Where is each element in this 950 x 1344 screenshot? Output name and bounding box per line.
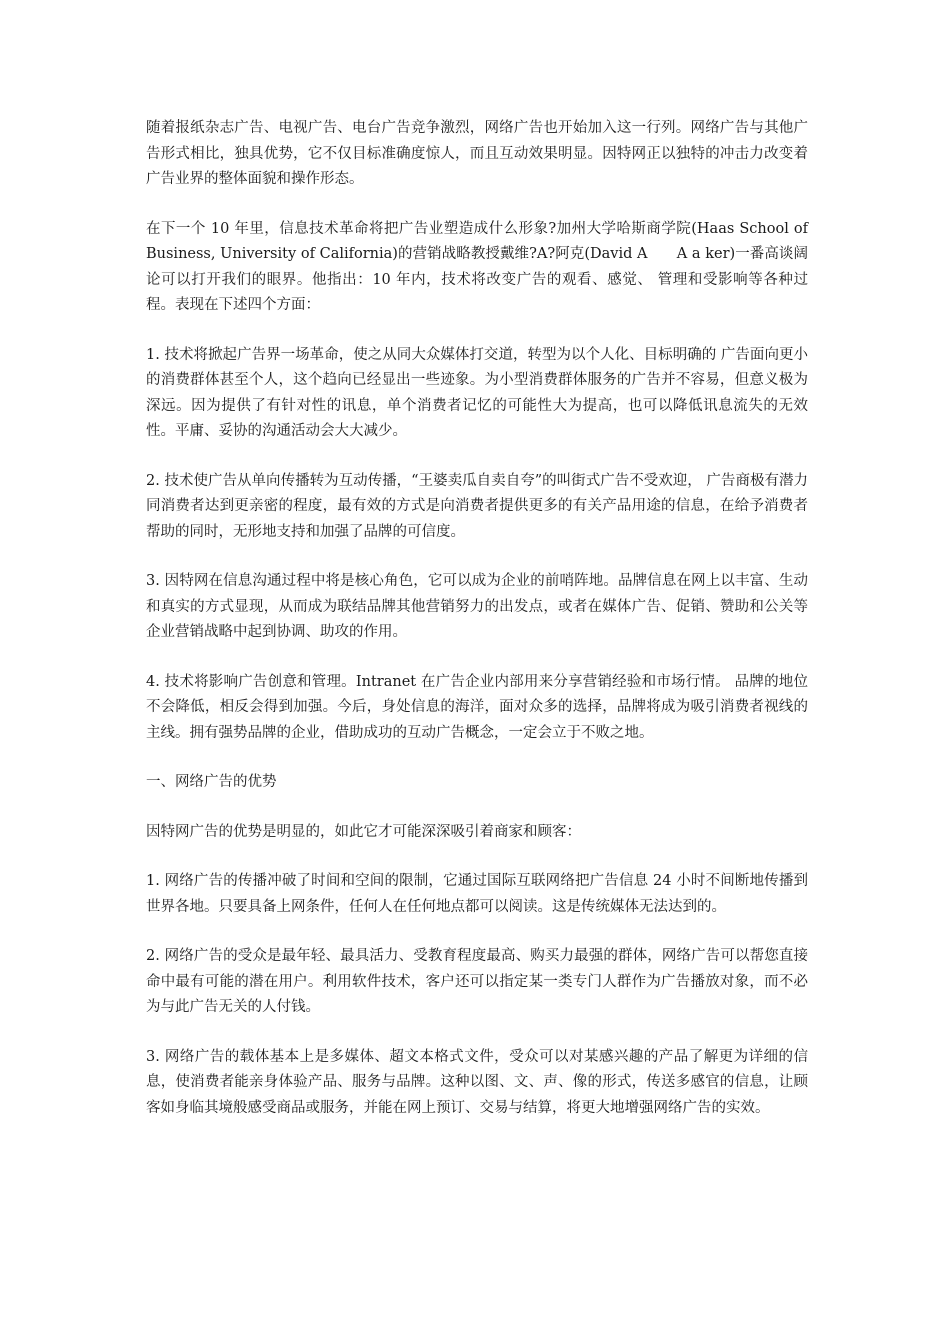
paragraph-point-2: 2. 技术使广告从单向传播转为互动传播，“王婆卖瓜自卖自夸”的叫街式广告不受欢迎， 广告商极有潜力同消费者达到更亲密的程度，最有效的方式是向消费者提供更多的有关产品用途的信息，在给予消费者帮助的同时，无形地支持和加强了品牌的可信度。	[146, 472, 808, 540]
paragraph-advantage-2: 2. 网络广告的受众是最年轻、最具活力、受教育程度最高、购买力最强的群体，网络广告可以帮您直接命中最有可能的潜在用户。利用软件技术，客户还可以指定某一类专门人群作为广告播放对象，而不必为与此广告无关的人付钱。	[146, 948, 808, 1015]
document-body	[146, 116, 808, 1145]
paragraph-intro: 随着报纸杂志广告、电视广告、电台广告竞争激烈，网络广告也开始加入这一行列。网络广告与其他广告形式相比，独具优势，它不仅目标准确度惊人，而且互动效果明显。因特网正以独特的冲击力改变着广告业界的整体面貌和操作形态。	[146, 120, 808, 187]
paragraph-aaker-quote: 在下一个 10 年里，信息技术革命将把广告业塑造成什么形象?加州大学哈斯商学院(Haas School of Business, University of California)的营销战略教授戴维?A?阿克(David A A a ker)一番高谈阔论可以打开我们的眼界。他指出：10 年内，技术将改变广告的观看、感觉、 管理和受影响等各种过程。表现在下述四个方面：	[146, 220, 808, 313]
paragraph-advantage-1: 1. 网络广告的传播冲破了时间和空间的限制，它通过国际互联网络把广告信息 24 小时不间断地传播到世界各地。只要具备上网条件，任何人在任何地点都可以阅读。这是传统媒体无法达到的。	[146, 873, 808, 915]
section-heading: 一、网络广告的优势	[146, 774, 277, 790]
paragraph-advantage-3: 3. 网络广告的载体基本上是多媒体、超文本格式文件，受众可以对某感兴趣的产品了解更为详细的信息，使消费者能亲身体验产品、服务与品牌。这种以图、文、声、像的形式，传送多感官的信息，让顾客如身临其境般感受商品或服务，并能在网上预订、交易与结算，将更大地增强网络广告的实效。	[146, 1048, 808, 1116]
paragraph-point-3: 3. 因特网在信息沟通过程中将是核心角色，它可以成为企业的前哨阵地。品牌信息在网上以丰富、生动和真实的方式显现，从而成为联结品牌其他营销努力的出发点，或者在媒体广告、促销、赞助和公关等企业营销战略中起到协调、助攻的作用。	[146, 573, 808, 640]
paragraph-point-4: 4. 技术将影响广告创意和管理。Intranet 在广告企业内部用来分享营销经验和市场行情。 品牌的地位不会降低，相反会得到加强。今后，身处信息的海洋，面对众多的选择，品牌将成为吸引消费者视线的主线。拥有强势品牌的企业，借助成功的互动广告概念，一定会立于不败之地。	[146, 673, 808, 741]
paragraph-advantages-intro: 因特网广告的优势是明显的，如此它才可能深深吸引着商家和顾客：	[146, 823, 581, 840]
paragraph-point-1: 1. 技术将掀起广告界一场革命，使之从同大众媒体打交道，转型为以个人化、目标明确的 广告面向更小的消费群体甚至个人，这个趋向已经显出一些迹象。为小型消费群体服务的广告并不容易，但意义极为深远。因为提供了有针对性的讯息，单个消费者记忆的可能性大为提高，也可以降低讯息流失的无效性。平庸、妥协的沟通活动会大大减少。	[146, 346, 808, 439]
